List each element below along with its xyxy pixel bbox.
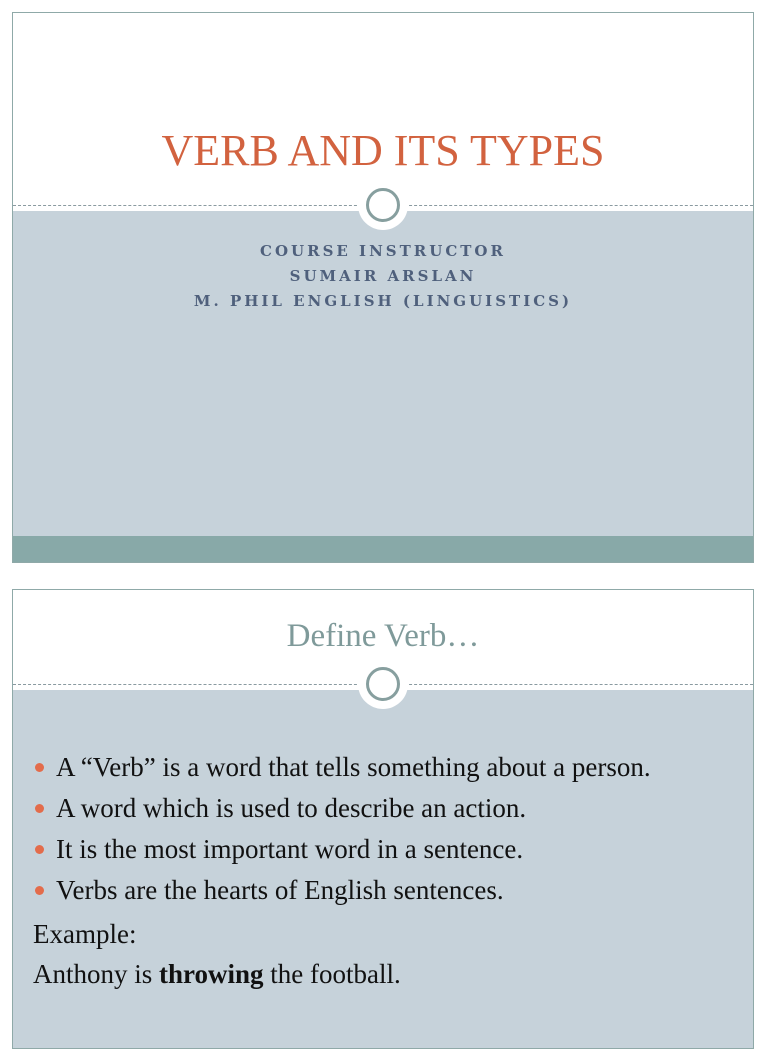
- slide-title: VERB AND ITS TYPES: [161, 126, 605, 175]
- list-item: [33, 832, 733, 866]
- list-item-text: It is the most important word in a sentence.: [56, 834, 524, 864]
- definition-slide-title: Define Verb…: [286, 618, 480, 654]
- list-item-text: Verbs are the hearts of English sentences.: [56, 875, 504, 905]
- subtitle-line-1: COURSE INSTRUCTOR: [260, 242, 506, 260]
- bullet-dot-icon: [35, 804, 44, 813]
- instructor-info: [13, 239, 753, 314]
- bullet-dot-icon: [35, 763, 44, 772]
- title-slide: [12, 12, 754, 563]
- title-slide-header: [13, 13, 753, 211]
- list-item: [33, 873, 733, 907]
- subtitle-line-2: SUMAIR ARSLAN: [289, 267, 477, 285]
- list-item: [33, 791, 733, 825]
- ring-ornament-icon: [363, 664, 403, 704]
- title-slide-body: [13, 211, 753, 562]
- ring-ornament-icon: [363, 185, 403, 225]
- example-text-before: Anthony is: [33, 959, 160, 989]
- example-verb: throwing: [159, 959, 264, 989]
- example-label: Example:: [33, 919, 137, 949]
- list-item-text: A “Verb” is a word that tells something about a person.: [56, 752, 651, 782]
- definition-list: [33, 750, 733, 994]
- list-item: [33, 750, 733, 784]
- bullet-dot-icon: [35, 886, 44, 895]
- bullet-dot-icon: [35, 845, 44, 854]
- list-item-text: A word which is used to describe an action.: [56, 793, 527, 823]
- subtitle-line-3: M. PHIL ENGLISH (LINGUISTICS): [193, 292, 573, 310]
- example-text-after: the football.: [263, 959, 401, 989]
- example-sentence: [33, 954, 733, 994]
- footer-band: [13, 536, 753, 562]
- definition-slide: [12, 589, 754, 1049]
